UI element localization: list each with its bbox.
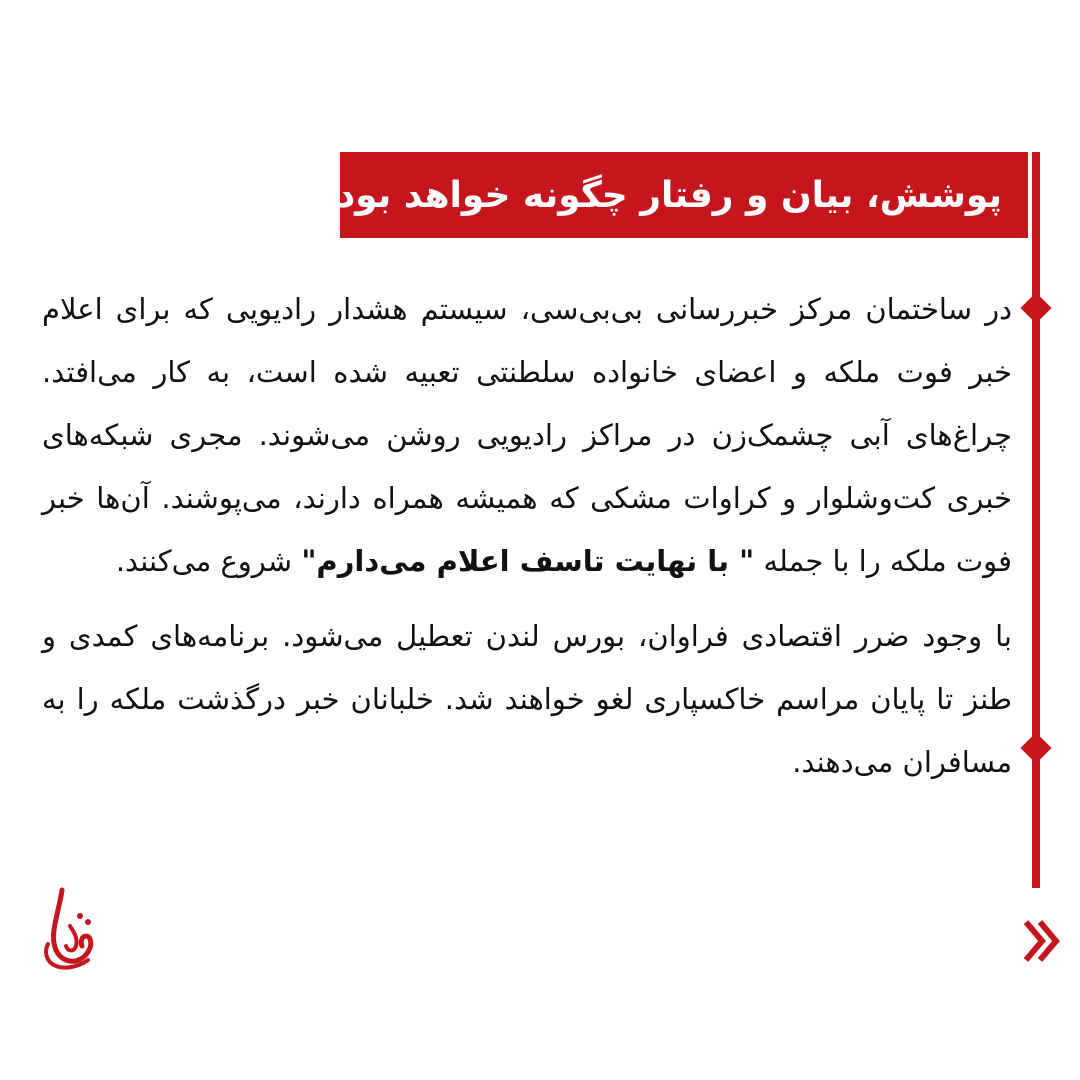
double-chevron-right-icon[interactable] [1022, 918, 1062, 964]
article-body [42, 278, 1012, 806]
paragraph-1-text-before: در ساختمان مرکز خبررسانی بی‌بی‌سی، سیستم هشدار رادیویی که برای اعلام خبر فوت ملکه و اعضای خانواده سلطنتی تعبیه شده است، به کار می‌افتد. چراغ‌های آبی چشمک‌زن در مراکز رادیویی روشن می‌شوند. مجری شبکه‌های خبری کت‌وشلوار و کراوات مشکی که همیشه همراه دارند، می‌پوشند. آن‌ها خبر فوت ملکه را با جمله [42, 292, 1012, 578]
paragraph-1 [42, 278, 1012, 593]
paragraph-marker-diamond [1020, 292, 1051, 323]
vertical-accent-rail [1032, 152, 1040, 888]
title-banner [315, 152, 1028, 238]
paragraph-1-text-after: شروع می‌کنند. [115, 544, 302, 578]
paragraph-2: با وجود ضرر اقتصادی فراوان، بورس لندن تعطیل می‌شود. برنامه‌های کمدی و طنز تا پایان مراسم خاکسپاری لغو خواهند شد. خلبانان خبر درگذشت ملکه را به مسافران می‌دهند. [42, 619, 1012, 779]
paragraph-marker-diamond [1020, 732, 1051, 763]
calligraphy-logo-icon [40, 886, 100, 970]
page-title: پوشش، بیان و رفتار چگونه خواهد بود؟ [315, 174, 1002, 216]
quoted-phrase: " با نهایت تاسف اعلام می‌دارم" [301, 544, 755, 578]
